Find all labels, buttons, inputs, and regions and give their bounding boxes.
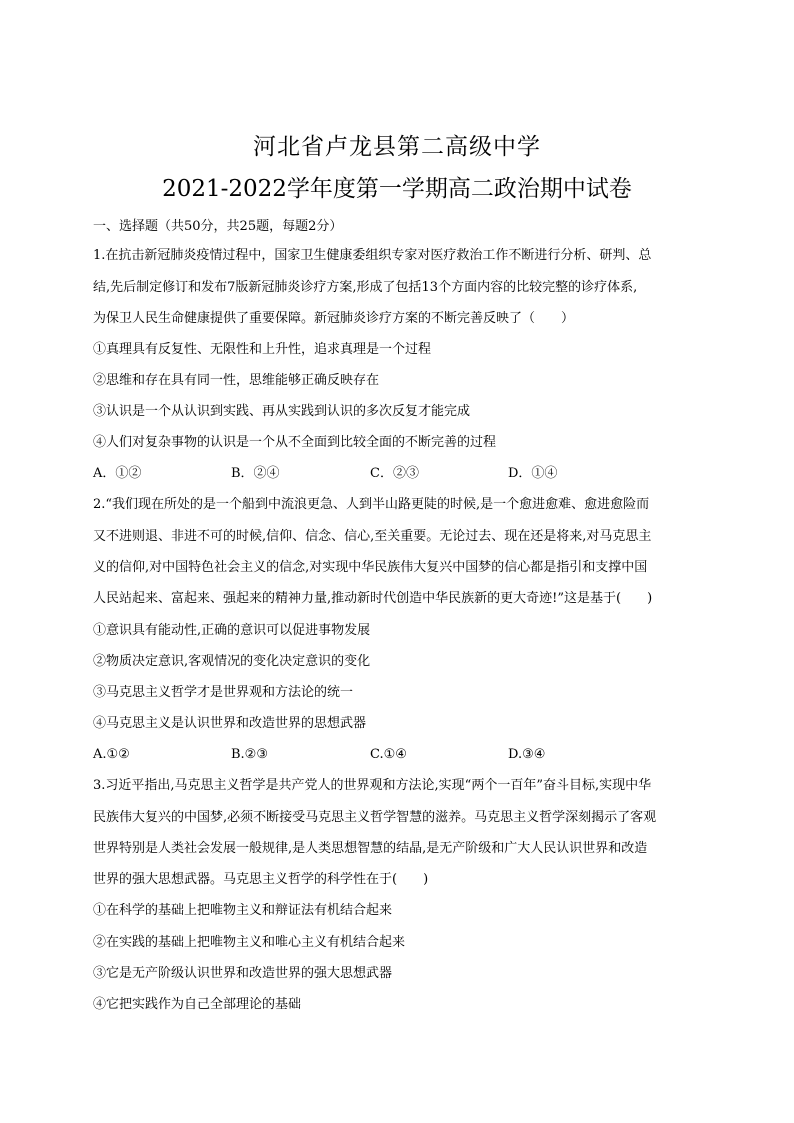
question-2-stem-line-4: 人民站起来、富起来、强起来的精神力量,推动新时代创造中华民族新的更大奇迹!”这是基于( )	[93, 591, 653, 606]
question-1-option-a: A．①②	[93, 466, 142, 481]
question-3-statement-3: ③它是无产阶级认识世界和改造世界的强大思想武器	[93, 966, 393, 981]
question-3-statement-1: ①在科学的基础上把唯物主义和辩证法有机结合起来	[93, 903, 393, 918]
question-1-statement-3: ③认识是一个从认识到实践、再从实践到认识的多次反复才能完成	[93, 404, 471, 419]
question-2-option-c: C.①④	[370, 747, 407, 762]
question-1-option-d: D．①④	[508, 466, 558, 481]
question-2-stem-line-1: 2.“我们现在所处的是一个船到中流浪更急、人到半山路更陡的时候,是一个愈进愈难、愈进愈险而	[93, 497, 650, 512]
question-1-stem-line-2: 结,先后制定修订和发布7版新冠肺炎诊疗方案,形成了包括13个方面内容的比较完整的诊疗体系,	[93, 280, 638, 295]
school-name: 河北省卢龙县第二高级中学	[253, 134, 541, 160]
question-1-option-c: C．②③	[370, 466, 419, 481]
question-3-stem-line-1: 3.习近平指出,马克思主义哲学是共产党人的世界观和方法论,实现“两个一百年”奋斗目标,实现中华	[93, 778, 652, 793]
exam-title: 2021-2022学年度第一学期高二政治期中试卷	[162, 176, 632, 202]
question-1-options	[93, 465, 613, 483]
question-3-stem-line-3: 世界特别是人类社会发展一般规律,是人类思想智慧的结晶,是无产阶级和广大人民认识世界和改造	[93, 841, 648, 856]
question-2-option-a: A.①②	[93, 747, 130, 762]
question-3-statement-2: ②在实践的基础上把唯物主义和唯心主义有机结合起来	[93, 935, 406, 950]
question-2-statement-4: ④马克思主义是认识世界和改造世界的思想武器	[93, 716, 367, 731]
question-2-stem-line-2: 又不进则退、非进不可的时候,信仰、信念、信心,至关重要。无论过去、现在还是将来,对马克思主	[93, 529, 652, 544]
question-1-statement-2: ②思维和存在具有同一性，思维能够正确反映存在	[93, 373, 380, 388]
question-1-stem-line-1: 1.在抗击新冠肺炎疫情过程中，国家卫生健康委组织专家对医疗救治工作不断进行分析、研判、总	[93, 248, 652, 263]
question-2-option-d: D.③④	[508, 747, 546, 762]
question-2-statement-2: ②物质决定意识,客观情况的变化决定意识的变化	[93, 654, 371, 669]
question-3-stem-line-4: 世界的强大思想武器。马克思主义哲学的科学性在于( )	[93, 872, 429, 887]
question-1-statement-4: ④人们对复杂事物的认识是一个从不全面到比较全面的不断完善的过程	[93, 435, 497, 450]
question-2-options	[93, 746, 613, 764]
question-3-stem-line-2: 民族伟大复兴的中国梦,必须不断接受马克思主义哲学智慧的滋养。马克思主义哲学深刻揭示了客观	[93, 810, 657, 825]
question-2-statement-3: ③马克思主义哲学才是世界观和方法论的统一	[93, 685, 354, 700]
question-2-stem-line-3: 义的信仰,对中国特色社会主义的信念,对实现中华民族伟大复兴中国梦的信心都是指引和支撑中国	[93, 560, 648, 575]
question-1-stem-line-3: 为保卫人民生命健康提供了重要保障。新冠肺炎诊疗方案的不断完善反映了（ ）	[93, 311, 575, 326]
section-heading: 一、选择题（共50分，共25题，每题2分）	[93, 219, 343, 234]
question-3-statement-4: ④它把实践作为自己全部理论的基础	[93, 997, 302, 1012]
question-2-statement-1: ①意识具有能动性,正确的意识可以促进事物发展	[93, 623, 371, 638]
question-2-option-b: B.②③	[231, 747, 268, 762]
question-1-option-b: B．②④	[231, 466, 280, 481]
question-1-statement-1: ①真理具有反复性、无限性和上升性，追求真理是一个过程	[93, 342, 432, 357]
